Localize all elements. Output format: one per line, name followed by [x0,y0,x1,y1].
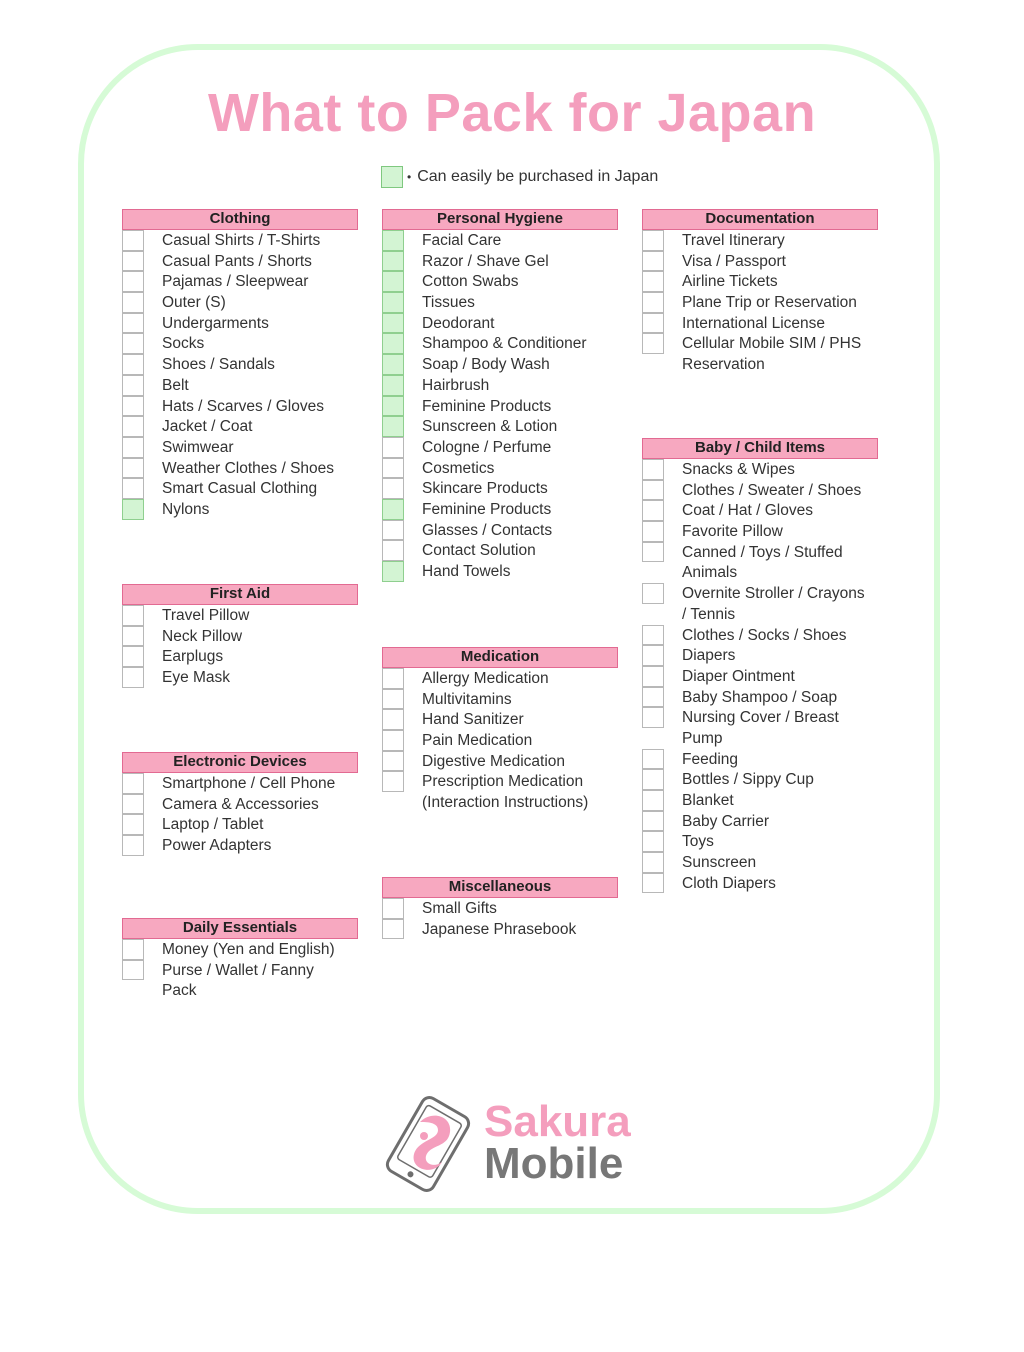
checklist-item[interactable] [642,604,878,625]
checkbox[interactable] [642,251,664,272]
section-miscellaneous [382,877,618,939]
checkbox[interactable] [642,271,664,292]
checkbox[interactable] [382,751,404,772]
checklist-item[interactable] [382,709,618,730]
checklist-item[interactable] [642,666,878,687]
checklist-item[interactable] [122,478,358,499]
checklist-item[interactable] [642,251,878,272]
checklist-item-label: Visa / Passport [682,252,786,270]
checklist-item[interactable] [382,292,618,313]
checklist-item[interactable] [382,478,618,499]
checkbox[interactable] [122,667,144,688]
checklist-item[interactable] [642,521,878,542]
checkbox-buy-in-japan[interactable] [382,230,404,251]
checklist-item[interactable] [642,459,878,480]
checkbox[interactable] [122,458,144,479]
checkbox[interactable] [642,852,664,873]
section-header: Personal Hygiene [382,209,618,230]
checklist-item[interactable] [382,689,618,710]
checklist-item[interactable] [382,333,618,354]
checklist-item[interactable] [642,831,878,852]
checkbox[interactable] [642,769,664,790]
checklist-item[interactable] [122,437,358,458]
checklist-item[interactable] [122,773,358,794]
checklist-item-label: Favorite Pillow [682,523,783,541]
checklist-item-label: Cologne / Perfume [422,438,552,456]
checkbox[interactable] [122,333,144,354]
checkbox[interactable] [122,939,144,960]
checkbox[interactable] [382,540,404,561]
checklist-item-label: Cloth Diapers [682,874,776,892]
checklist-item-label: Cotton Swabs [422,273,519,291]
checkbox[interactable] [122,354,144,375]
checklist-item[interactable] [382,458,618,479]
checkbox-buy-in-japan[interactable] [382,416,404,437]
checklist-item-label: Prescription Medication [422,773,584,791]
checkbox-buy-in-japan[interactable] [382,499,404,520]
checkbox-buy-in-japan[interactable] [382,313,404,334]
checklist-item-label: Socks [162,335,205,353]
checkbox[interactable] [122,835,144,856]
checkbox[interactable] [642,811,664,832]
section-medication [382,647,618,813]
checklist-item[interactable] [122,251,358,272]
checklist-item-label: Allergy Medication [422,670,549,687]
checklist-item[interactable] [122,667,358,688]
checklist-item[interactable] [122,292,358,313]
legend-dot: • [407,170,412,184]
checkbox[interactable] [122,375,144,396]
checkbox[interactable] [122,313,144,334]
checklist-item-label: Outer (S) [162,294,226,312]
checklist-item[interactable] [382,437,618,458]
checkbox-buy-in-japan[interactable] [382,333,404,354]
checklist-item-label: Razor / Shave Gel [422,252,549,270]
checklist-item[interactable] [122,271,358,292]
section-header: Baby / Child Items [642,438,878,459]
checklist-item-label: Animals [682,564,738,582]
checklist-item-label: Toys [682,833,714,851]
checklist-item[interactable] [642,230,878,251]
checklist-item[interactable] [642,790,878,811]
checklist-item[interactable] [642,687,878,708]
checklist-item[interactable] [122,939,358,960]
checklist-item[interactable] [382,771,618,792]
checkbox[interactable] [642,583,664,604]
checklist-item-label: Casual Pants / Shorts [162,252,312,270]
checklist-item[interactable] [382,919,618,940]
checklist-item[interactable] [122,794,358,815]
checklist-item-label: Swimwear [162,438,234,456]
checklist-item-label: Travel Itinerary [682,232,785,249]
checkbox[interactable] [382,520,404,541]
checklist-item-label: Skincare Products [422,480,548,498]
checklist-item[interactable] [122,646,358,667]
checklist-item-label: (Interaction Instructions) [422,794,589,812]
checklist-item-label: Feeding [682,750,739,768]
checklist-item-label: Plane Trip or Reservation [682,294,857,312]
checklist-item-label: Laptop / Tablet [162,816,264,834]
checklist-item-label: Hairbrush [422,376,490,394]
checkbox[interactable] [642,521,664,542]
checkbox[interactable] [642,873,664,894]
checklist-item-label: Money (Yen and English) [162,941,335,958]
checkbox[interactable] [642,292,664,313]
checkbox[interactable] [642,333,664,354]
checkbox[interactable] [382,771,404,792]
checklist-item-label: Feminine Products [422,500,552,518]
section-daily-essentials [122,918,358,1001]
checklist-item[interactable] [382,520,618,541]
checklist-item-label: Japanese Phrasebook [422,920,577,938]
checklist-item-label: Contact Solution [422,542,536,560]
checkbox-buy-in-japan[interactable] [382,561,404,582]
checklist-item[interactable] [642,500,878,521]
checklist-item[interactable] [642,645,878,666]
checkbox[interactable] [642,687,664,708]
checklist-item-label: Shampoo & Conditioner [422,335,587,353]
checkbox[interactable] [642,230,664,251]
checkbox[interactable] [642,666,664,687]
checklist-item-label: International License [682,314,826,332]
checklist-item-label: Jacket / Coat [162,418,253,436]
checklist-item[interactable] [122,230,358,251]
checklist-item-label: Smartphone / Cell Phone [162,775,336,792]
checklist-item-label: Tissues [422,294,475,312]
checkbox-buy-in-japan[interactable] [382,375,404,396]
checkbox[interactable] [122,794,144,815]
section-header: Clothing [122,209,358,230]
section-personal-hygiene [382,209,618,582]
checkbox[interactable] [642,480,664,501]
legend-text: Can easily be purchased in Japan [417,168,659,185]
logo-text [484,1097,631,1188]
checklist-item[interactable] [382,668,618,689]
checklist-item-label: Snacks & Wipes [682,461,795,478]
section-electronic-devices [122,752,358,856]
checklist-item-label: Pajamas / Sleepwear [162,273,309,291]
checklist-item[interactable] [642,292,878,313]
checklist-item[interactable] [122,814,358,835]
checkbox[interactable] [122,626,144,647]
checklist-item-label: Earplugs [162,648,224,666]
checkbox[interactable] [382,668,404,689]
checklist-item-label: Deodorant [422,314,495,332]
checklist-item[interactable] [642,625,878,646]
checkbox[interactable] [642,645,664,666]
checkbox[interactable] [382,730,404,751]
checklist-item-label: Small Gifts [422,900,497,917]
checklist-item[interactable] [382,271,618,292]
checklist-item[interactable] [642,480,878,501]
checklist-item-label: Hats / Scarves / Gloves [162,397,324,415]
checklist-item-label: Bottles / Sippy Cup [682,771,814,789]
checklist-item-label: Pain Medication [422,732,533,750]
section-header: Daily Essentials [122,918,358,939]
checklist-item[interactable] [382,561,618,582]
section-header: Miscellaneous [382,877,618,898]
checklist-item-label: Pack [162,982,197,1000]
checklist-item[interactable] [642,769,878,790]
checklist-item[interactable] [382,540,618,561]
checklist-item[interactable] [382,396,618,417]
checkbox[interactable] [382,437,404,458]
checkbox-buy-in-japan[interactable] [382,396,404,417]
checklist-item-label: Soap / Body Wash [422,356,550,374]
checkbox-buy-in-japan[interactable] [382,292,404,313]
checkbox[interactable] [642,831,664,852]
checklist-item[interactable] [382,898,618,919]
checklist-item-label: Neck Pillow [162,627,243,645]
checklist-item-label: Weather Clothes / Shoes [162,459,335,477]
legend [381,166,658,188]
checkbox[interactable] [642,707,664,728]
checkbox[interactable] [642,500,664,521]
checklist-item[interactable] [642,749,878,770]
checklist-item-label: Hand Towels [422,563,511,580]
checklist-item[interactable] [122,626,358,647]
checkbox[interactable] [122,773,144,794]
checklist-item-label: Shoes / Sandals [162,356,275,374]
checklist-item[interactable] [642,852,878,873]
checklist-item-label: Canned / Toys / Stuffed [682,543,843,561]
checklist-item[interactable] [382,499,618,520]
checklist-item-label: Overnite Stroller / Crayons [682,585,865,603]
checklist-item[interactable] [122,375,358,396]
section-header: Documentation [642,209,878,230]
page-title: What to Pack for Japan [207,83,817,143]
checkbox[interactable] [122,605,144,626]
logo-line-sakura: Sakura [484,1097,631,1146]
checklist-item[interactable] [382,751,618,772]
checklist-item-label: Power Adapters [162,837,272,855]
checklist-item-label: Pump [682,729,723,747]
checklist-item-label: Nursing Cover / Breast [682,709,839,727]
checklist-item[interactable] [382,730,618,751]
checklist-item[interactable] [122,396,358,417]
checklist-item-label: Travel Pillow [162,607,250,624]
checkbox-buy-in-japan[interactable] [382,251,404,272]
checkbox[interactable] [122,960,144,981]
checklist-item-label: Coat / Hat / Gloves [682,502,813,520]
checklist-item[interactable] [382,251,618,272]
section-header: Medication [382,647,618,668]
checklist-item-label: Sunscreen & Lotion [422,418,558,436]
checklist-item[interactable] [382,416,618,437]
section-header: Electronic Devices [122,752,358,773]
checkbox[interactable] [122,416,144,437]
section-baby-child-items [642,438,878,893]
checklist-item[interactable] [122,333,358,354]
checklist-item[interactable] [382,375,618,396]
checkbox[interactable] [382,709,404,730]
checkbox[interactable] [382,689,404,710]
checkbox[interactable] [122,292,144,313]
checklist-item[interactable] [122,354,358,375]
checkbox[interactable] [642,542,664,563]
checklist-item[interactable] [642,313,878,334]
checkbox[interactable] [642,749,664,770]
section-documentation [642,209,878,375]
checkbox[interactable] [122,251,144,272]
checkbox[interactable] [122,271,144,292]
checklist-item-label: Belt [162,376,189,394]
checklist-item-label: Cellular Mobile SIM / PHS [682,335,862,353]
checklist-item-label: Hand Sanitizer [422,711,524,729]
checklist-item[interactable] [642,562,878,583]
checkbox[interactable] [122,230,144,251]
section-first-aid [122,584,358,688]
checklist-item-label: Facial Care [422,232,502,249]
legend-swatch [381,166,403,188]
checklist-item-label: Baby Shampoo / Soap [682,688,838,706]
checklist-item[interactable] [122,458,358,479]
logo-line-mobile: Mobile [484,1139,624,1188]
sakura-phone-icon [380,1094,476,1194]
checkbox[interactable] [122,478,144,499]
checklist-item-label: / Tennis [682,605,736,623]
checklist-item-label: Undergarments [162,314,269,332]
checklist-item-label: Camera & Accessories [162,795,319,813]
checklist-item[interactable] [122,499,358,520]
checklist-item-label: Feminine Products [422,397,552,415]
checklist-item-label: Nylons [162,500,210,518]
checkbox-buy-in-japan[interactable] [122,499,144,520]
checklist-item-label: Reservation [682,356,765,374]
checklist-item-label: Airline Tickets [682,273,778,291]
checklist-item[interactable] [122,980,358,1001]
checkbox[interactable] [122,437,144,458]
checkbox[interactable] [122,646,144,667]
checkbox[interactable] [382,458,404,479]
checklist-item-label: Blanket [682,792,734,809]
checklist-item-label: Diapers [682,647,736,665]
checkbox[interactable] [642,313,664,334]
checklist-item[interactable] [642,583,878,604]
checklist-item-label: Diaper Ointment [682,667,795,685]
checkbox[interactable] [382,478,404,499]
checkbox[interactable] [122,396,144,417]
checklist-item[interactable] [642,271,878,292]
checklist-item-label: Baby Carrier [682,812,769,830]
checkbox[interactable] [382,898,404,919]
checklist-item-label: Eye Mask [162,669,231,687]
checklist-item[interactable] [642,333,878,354]
checklist-item[interactable] [382,354,618,375]
section-header: First Aid [122,584,358,605]
checklist-item-label: Glasses / Contacts [422,521,553,539]
checkbox[interactable] [122,814,144,835]
checklist-item-label: Multivitamins [422,690,512,708]
checklist-item[interactable] [642,811,878,832]
sakura-mobile-logo [380,1094,660,1194]
checklist-item-label: Casual Shirts / T-Shirts [162,232,321,249]
section-clothing [122,209,358,520]
checklist-item[interactable] [382,230,618,251]
checklist-item[interactable] [122,960,358,981]
checkbox-buy-in-japan[interactable] [382,271,404,292]
checklist-item[interactable] [382,313,618,334]
checkbox[interactable] [642,790,664,811]
checklist-item[interactable] [642,542,878,563]
checkbox[interactable] [642,459,664,480]
checkbox[interactable] [382,919,404,940]
checklist-item[interactable] [642,354,878,375]
checklist-item-label: Clothes / Socks / Shoes [682,626,847,644]
checklist-item[interactable] [122,416,358,437]
checklist-item[interactable] [122,605,358,626]
checklist-item[interactable] [122,313,358,334]
checklist-item-label: Clothes / Sweater / Shoes [682,481,862,499]
checklist-item[interactable] [642,707,878,728]
checklist-item[interactable] [382,792,618,813]
checkbox-buy-in-japan[interactable] [382,354,404,375]
checklist-item[interactable] [642,728,878,749]
checklist-item-label: Sunscreen [682,854,757,872]
checklist-item-label: Purse / Wallet / Fanny [162,961,314,979]
checklist-item-label: Digestive Medication [422,752,566,770]
checklist-item[interactable] [642,873,878,894]
checklist-item[interactable] [122,835,358,856]
checklist-item-label: Smart Casual Clothing [162,480,318,498]
checkbox[interactable] [642,625,664,646]
checklist-item-label: Cosmetics [422,459,495,477]
